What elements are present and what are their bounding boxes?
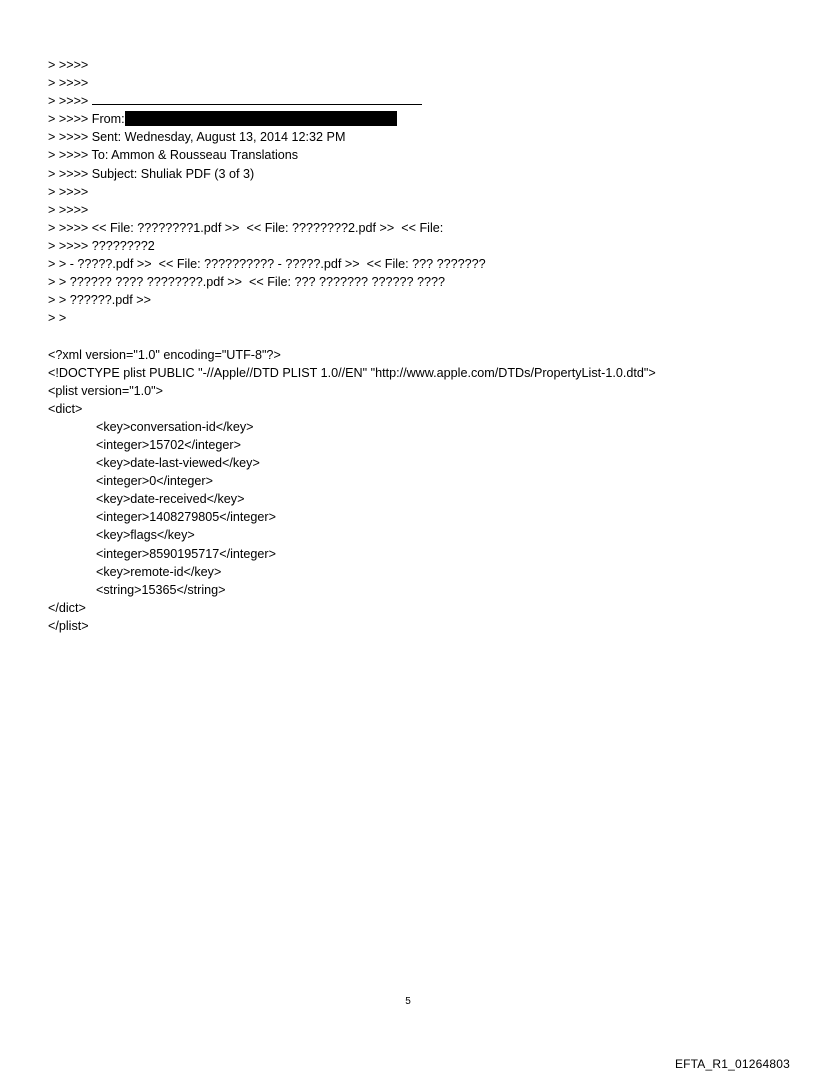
plist-entry: <string>15365</string> [96, 582, 226, 597]
from-line [48, 110, 788, 128]
bates-number: EFTA_R1_01264803 [674, 1057, 790, 1071]
dict-close-tag: </dict> [48, 600, 86, 615]
plist-entry: <key>date-last-viewed</key> [96, 456, 260, 471]
page-number: 5 [405, 996, 411, 1007]
redaction-block [125, 111, 397, 126]
plist-entry: <integer>1408279805</integer> [96, 510, 276, 525]
blank-line [48, 327, 788, 345]
plist-entry: <key>flags</key> [96, 528, 195, 543]
attachment-line: > > ??????.pdf >> [48, 293, 151, 308]
from-label: > >>>> From: [48, 112, 125, 127]
xml-declaration: <?xml version="1.0" encoding="UTF-8"?> [48, 347, 281, 362]
dict-open-tag: <dict> [48, 401, 83, 416]
attachment-line: > > - ?????.pdf >> << File: ?????????? - ?????.pdf >> << File: ??? ??????? [48, 257, 486, 272]
quote-line: > >>>> [48, 76, 89, 91]
plist-close-tag: </plist> [48, 618, 89, 633]
plist-entry: <key>date-received</key> [96, 492, 245, 507]
plist-entry: <key>conversation-id</key> [96, 419, 254, 434]
attachment-line: > >>>> << File: ????????1.pdf >> << File: ????????2.pdf >> << File: [48, 220, 444, 235]
subject-line: > >>>> Subject: Shuliak PDF (3 of 3) [48, 166, 255, 181]
attachment-line: > > [48, 311, 67, 326]
to-line: > >>>> To: Ammon & Rousseau Translations [48, 148, 299, 163]
separator-prefix: > >>>> [48, 94, 92, 109]
plist-entry: <integer>0</integer> [96, 474, 213, 489]
xml-doctype: <!DOCTYPE plist PUBLIC "-//Apple//DTD PLIST 1.0//EN" "http://www.apple.com/DTDs/PropertyList-1.0.dtd"> [48, 365, 656, 380]
quote-line: > >>>> [48, 202, 89, 217]
plist-open-tag: <plist version="1.0"> [48, 383, 164, 398]
quote-line: > >>>> [48, 58, 89, 72]
document-body [48, 56, 788, 635]
separator-line [48, 92, 788, 110]
attachment-line: > > ?????? ???? ????????.pdf >> << File: ??? ??????? ?????? ???? [48, 275, 446, 290]
plist-entry: <integer>8590195717</integer> [96, 546, 276, 561]
plist-entry: <integer>15702</integer> [96, 437, 241, 452]
sent-line: > >>>> Sent: Wednesday, August 13, 2014 12:32 PM [48, 130, 346, 145]
quote-line: > >>>> [48, 184, 89, 199]
plist-entry: <key>remote-id</key> [96, 564, 222, 579]
separator-rule [92, 93, 422, 105]
attachment-line: > >>>> ????????2 [48, 238, 155, 253]
